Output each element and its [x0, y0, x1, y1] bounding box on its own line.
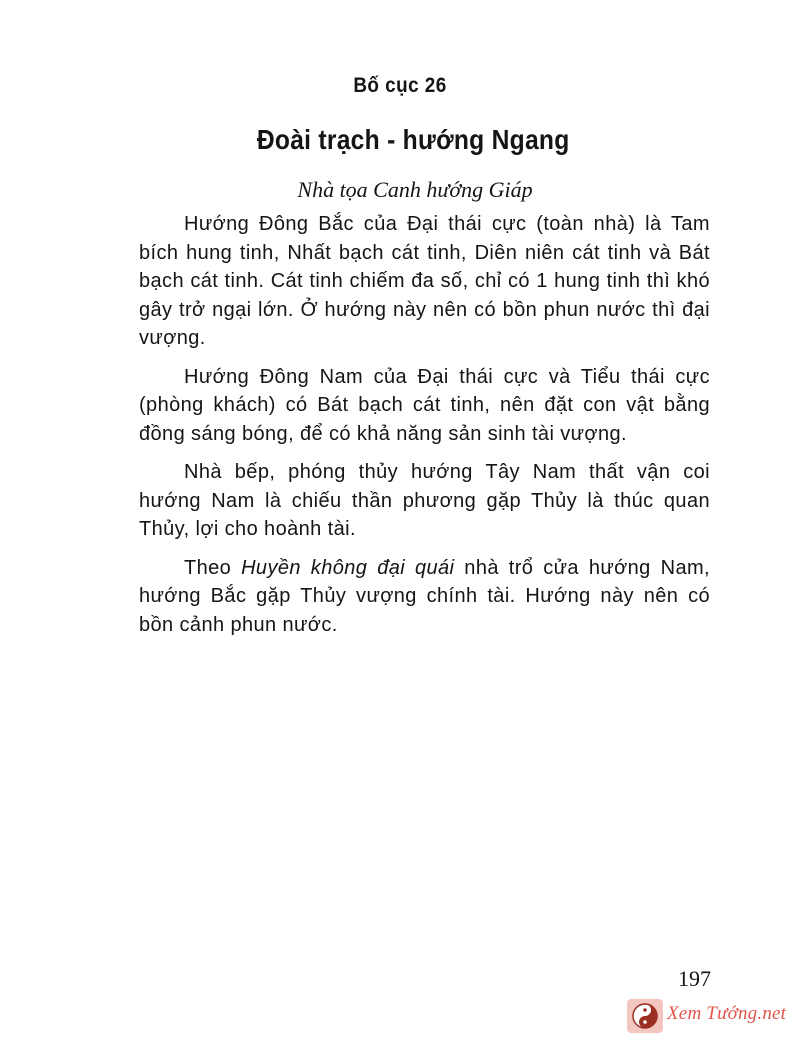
body-text [139, 210, 710, 649]
page-subtitle: Nhà tọa Canh hướng Giáp [297, 177, 533, 202]
watermark-text: Xem Tướng.net [667, 1003, 787, 1024]
page-title: Đoài trạch - hướng Ngang [256, 124, 570, 155]
paragraph-4-rest: nhà trổ cửa hướng Nam, hướng Bắc gặp Thủy vượng chính tài. Hướng này nên có bồn cảnh phun nước. [139, 556, 710, 636]
paragraph-4-lead: Theo [184, 556, 242, 579]
section-label: Bố cục 26 [353, 74, 447, 97]
paragraph-2: Hướng Đông Nam của Đại thái cực và Tiểu thái cực (phòng khách) có Bát bạch cát tinh, nên đặt con vật bằng đồng sáng bóng, để có khả năng sản sinh tài vượng. [139, 365, 710, 445]
paragraph-1: Hướng Đông Bắc của Đại thái cực (toàn nhà) là Tam bích hung tinh, Nhất bạch cát tinh, Diên niên cát tinh và Bát bạch cát tinh. Cát tinh chiếm đa số, chỉ có 1 hung tinh thì khó gây trở ngại lớn. Ở hướng này nên có bồn phun nước thì đại vượng. [139, 213, 710, 349]
paragraph-3: Nhà bếp, phóng thủy hướng Tây Nam thất vận coi hướng Nam là chiếu thần phương gặp Thủy là thúc quan Thủy, lợi cho hoành tài. [139, 461, 710, 540]
paragraph-4 [139, 554, 710, 640]
yin-yang-icon [627, 999, 663, 1033]
book-title-reference: Huyền không đại quái [241, 556, 455, 579]
page-number: 197 [678, 966, 711, 991]
site-watermark[interactable] [627, 996, 799, 1036]
